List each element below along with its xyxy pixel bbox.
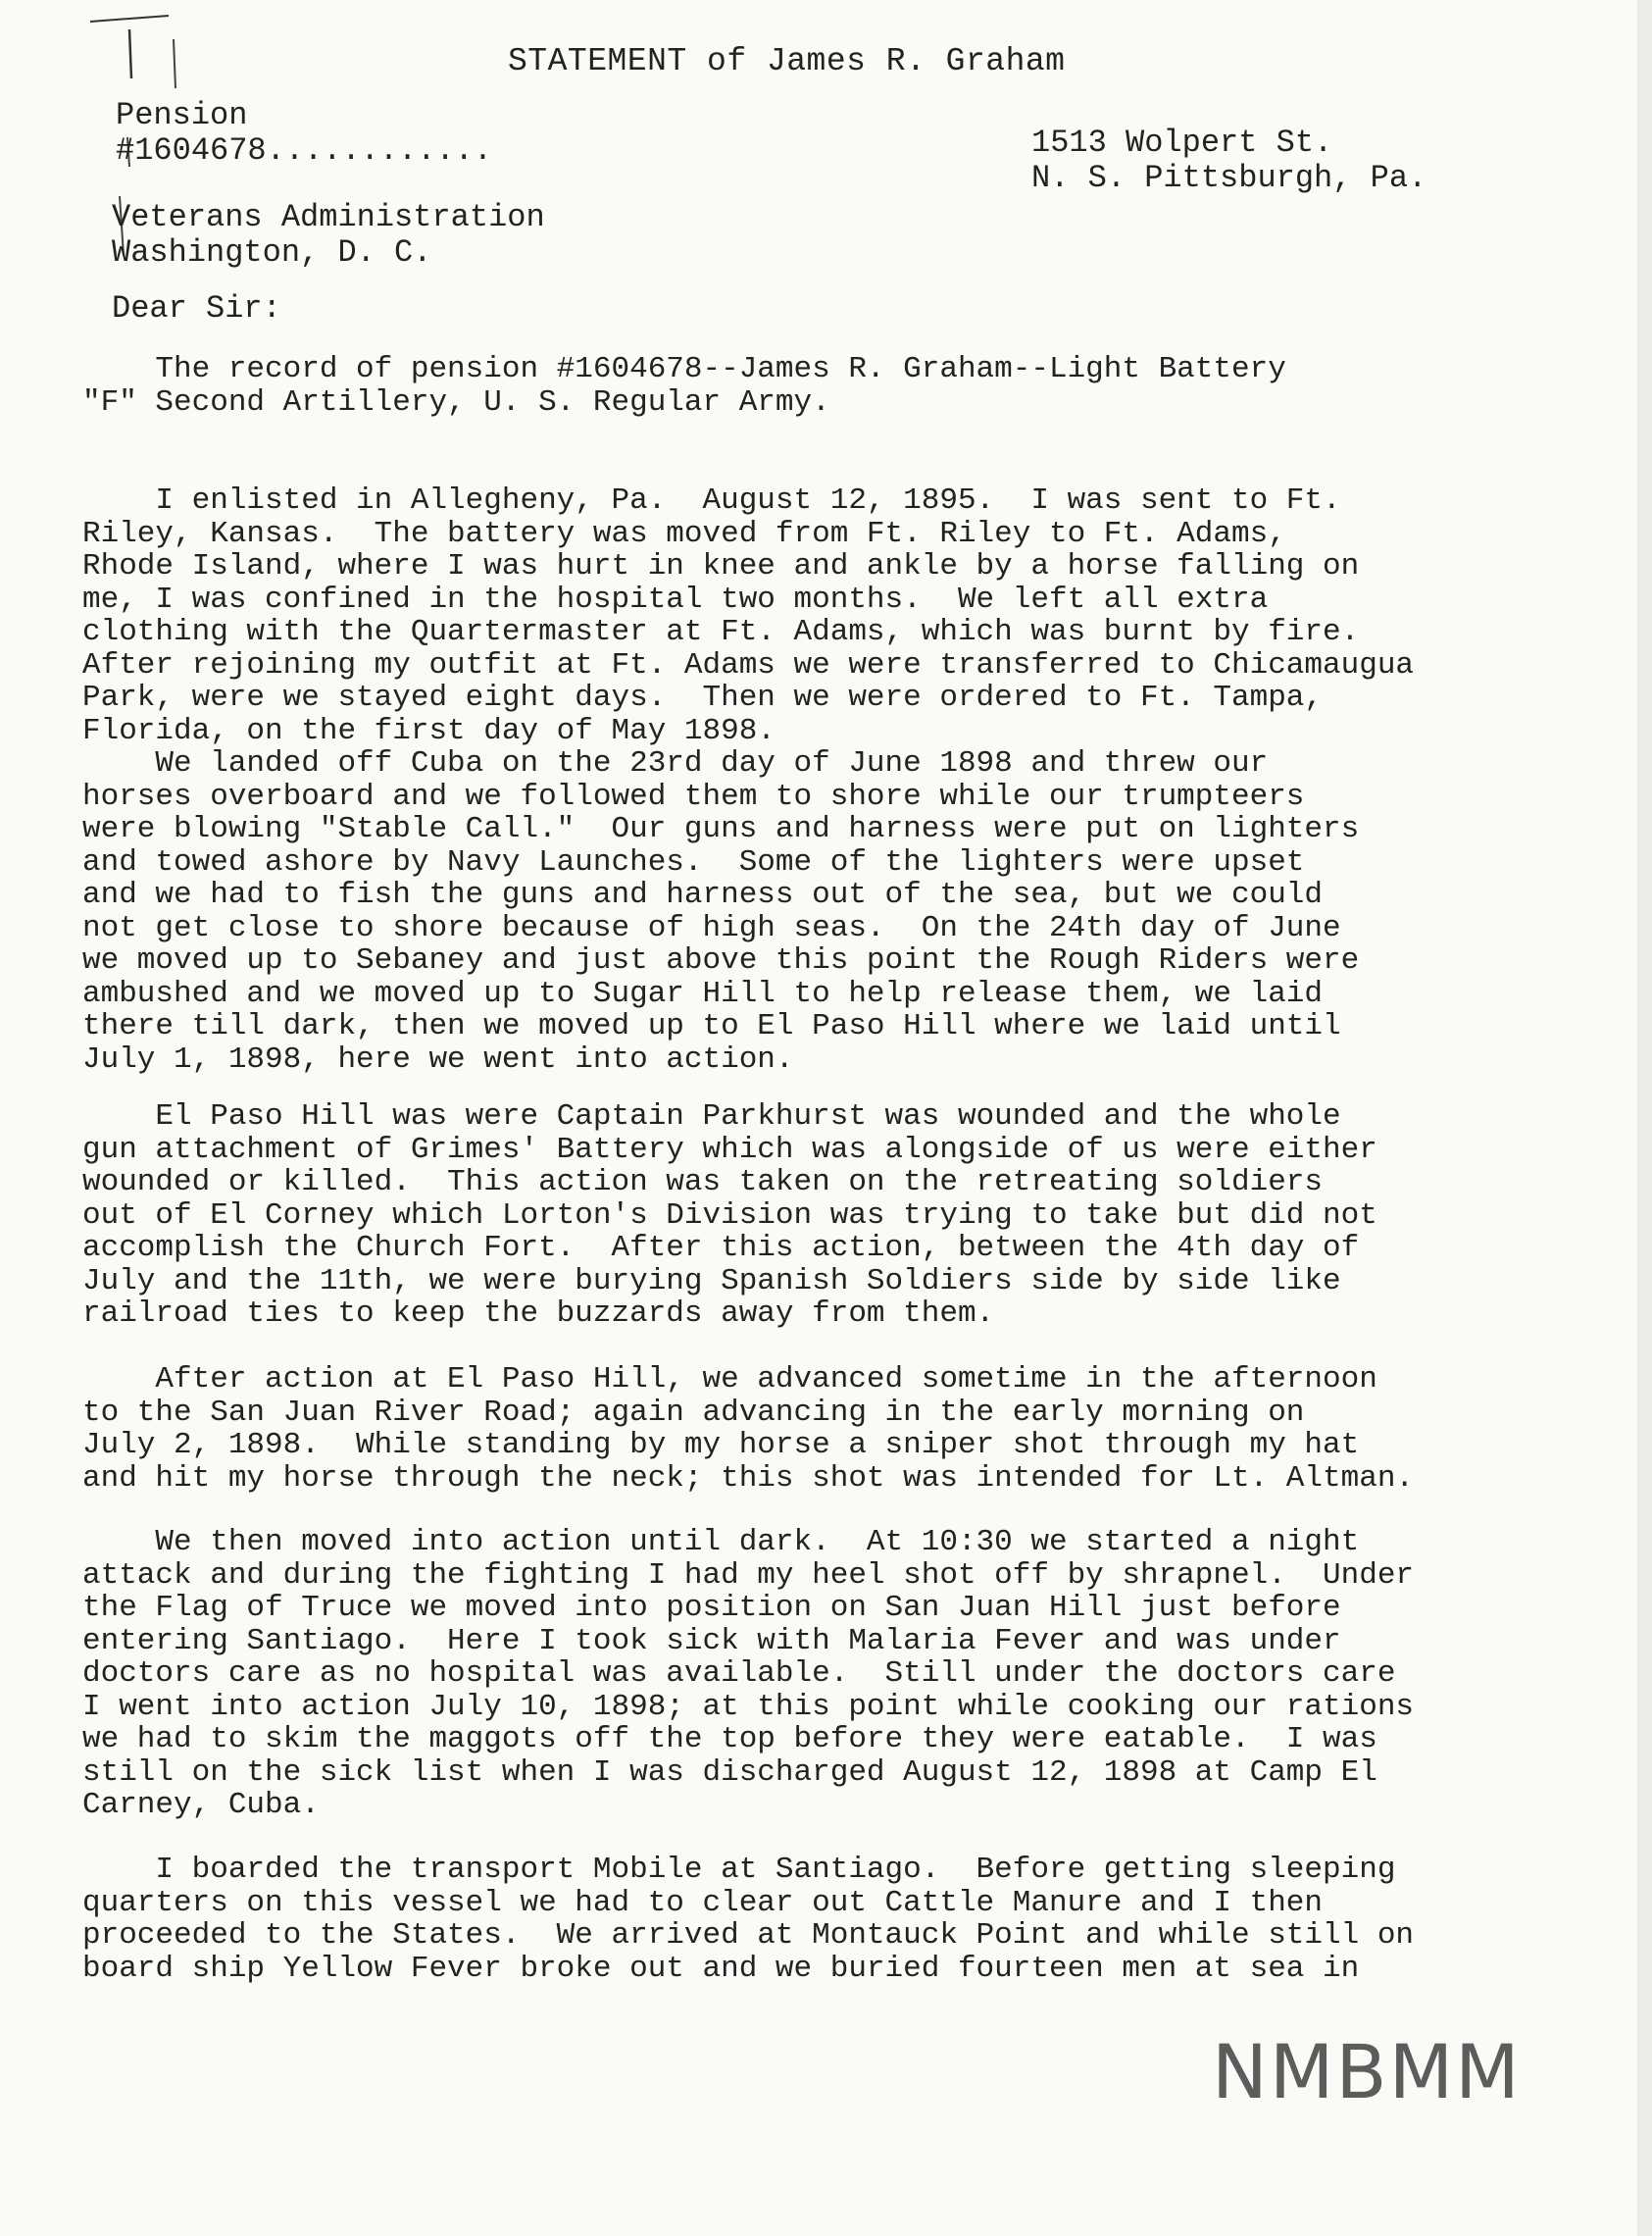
watermark: NMBMM <box>1212 2028 1522 2115</box>
recipient-address <box>112 200 545 271</box>
paragraph-enlistment: I enlisted in Allegheny, Pa. August 12, 1895. I was sent to Ft. Riley, Kansas. The battery was moved from Ft. Riley to Ft. Adams, Rhode Island, where I was hurt in knee and ankle by a horse falling on me, I was confined in the hospital two months. We left all extra clothing with the Quartermaster at Ft. Adams, which was burnt by fire. After rejoining my outfit at Ft. Adams we were transferred to Chicamaugua Park, were we stayed eight days. Then we were ordered to Ft. Tampa, Florida, on the first day of May 1898. <box>82 483 1415 748</box>
pension-number: #1604678............ <box>116 132 493 169</box>
address-city: N. S. Pittsburgh, Pa. <box>1031 160 1427 196</box>
paragraph-night-attack: We then moved into action until dark. At 10:30 we started a night attack and during the fighting I had my heel shot off by shrapnel. Under the Flag of Truce we moved into position on San Juan Hill just before entering Santiago. Here I took sick with Malaria Fever and was under doctors care as no hospital was available. Still under the doctors care I went into action July 10, 1898; at this point while cooking our rations we had to skim the maggots off the top before they were eatable. I was still on the sick list when I was discharged August 12, 1898 at Camp El Carney, Cuba. <box>82 1525 1415 1822</box>
recipient-line1: Veterans Administration <box>112 199 545 235</box>
recipient-line2: Washington, D. C. <box>112 234 432 271</box>
salutation: Dear Sir: <box>112 290 281 327</box>
sender-address <box>1031 126 1427 196</box>
paragraph-transport: I boarded the transport Mobile at Santiago. Before getting sleeping quarters on this vessel we had to clear out Cattle Manure and I then proceeded to the States. We arrived at Montauck Point and while still on board ship Yellow Fever broke out and we buried fourteen men at sea in <box>82 1853 1415 1986</box>
paragraph-record: The record of pension #1604678--James R. Graham--Light Battery "F" Second Artillery, U. S. Regular Army. <box>82 352 1286 420</box>
page-edge <box>1637 0 1652 2236</box>
paragraph-san-juan-road: After action at El Paso Hill, we advanced sometime in the afternoon to the San Juan River Road; again advancing in the early morning on July 2, 1898. While standing by my horse a sniper shot through my hat and hit my horse through the neck; this shot was intended for Lt. Altman. <box>82 1362 1415 1496</box>
pension-label: Pension <box>116 97 248 133</box>
address-street: 1513 Wolpert St. <box>1031 125 1333 161</box>
paragraph-el-paso-hill: El Paso Hill was were Captain Parkhurst was wounded and the whole gun attachment of Grimes' Battery which was alongside of us were either wounded or killed. This action was taken on the retreating soldiers out of El Corney which Lorton's Division was trying to take but did not accomplish the Church Fort. After this action, between the 4th day of July and the 11th, we were burying Spanish Soldiers side by side like railroad ties to keep the buzzards away from them. <box>82 1099 1377 1331</box>
paragraph-cuba-landing: We landed off Cuba on the 23rd day of June 1898 and threw our horses overboard and we followed them to shore while our trumpteers were blowing "Stable Call." Our guns and harness were put on lighters and towed ashore by Navy Launches. Some of the lighters were upset and we had to fish the guns and harness out of the sea, but we could not get close to shore because of high seas. On the 24th day of June we moved up to Sebaney and just above this point the Rough Riders were ambushed and we moved up to Sugar Hill to help release them, we laid there till dark, then we moved up to El Paso Hill where we laid until July 1, 1898, here we went into action. <box>82 746 1360 1077</box>
document-title: STATEMENT of James R. Graham <box>508 43 1066 79</box>
pension-block <box>116 98 492 169</box>
